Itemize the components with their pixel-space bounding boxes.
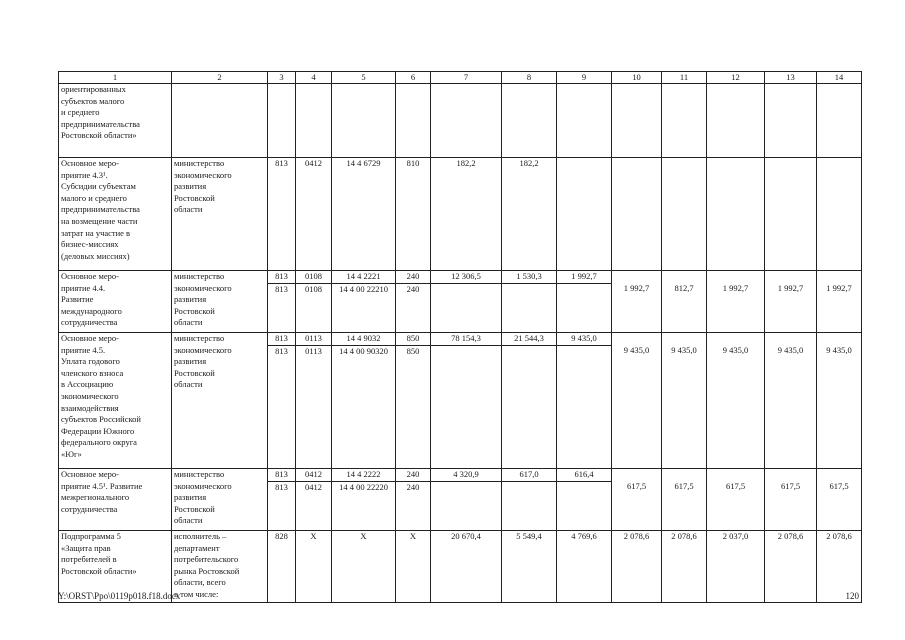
budget-code: 14 4 2222 <box>332 469 395 482</box>
year-value-cell <box>612 333 662 469</box>
measure-name-cell: Основное меро- приятие 4.3¹. Субсидии субъектам малого и среднего предпринимательства на возмещение части затрат на участие в бизнес-миссиях (деловых миссиях) <box>59 158 172 271</box>
table-row <box>59 84 862 158</box>
year-value-cell <box>765 469 817 531</box>
column-number: 8 <box>502 72 557 84</box>
budget-code-cell <box>332 333 396 469</box>
budget-code: 0108 <box>305 283 322 294</box>
budget-code-cell <box>396 84 431 158</box>
budget-code: 813 <box>268 333 295 346</box>
total-value-cell <box>557 84 612 158</box>
budget-code: 14 4 00 22210 <box>339 283 388 294</box>
year-value-cell <box>817 271 862 333</box>
budget-code: 240 <box>396 469 430 482</box>
year-value: 9 435,0 <box>722 345 749 355</box>
row-spacer <box>819 333 859 345</box>
total-value: 20 670,4 <box>451 531 481 541</box>
total-value: 616,4 <box>557 469 611 482</box>
budget-table <box>58 71 862 603</box>
year-value-cell <box>765 333 817 469</box>
year-value-cell <box>662 84 707 158</box>
total-value: 1 992,7 <box>557 271 611 284</box>
total-value-cell <box>557 158 612 271</box>
budget-code-cell <box>332 84 396 158</box>
year-value: 2 078,6 <box>623 531 650 541</box>
year-value: 617,5 <box>829 481 849 491</box>
year-value-cell <box>707 271 765 333</box>
measure-name-cell: Основное меро- приятие 4.5¹. Развитие межрегионального сотрудничества <box>59 469 172 531</box>
column-number: 2 <box>172 72 268 84</box>
column-number: 6 <box>396 72 431 84</box>
budget-code: 813 <box>268 469 295 482</box>
budget-code: Х <box>310 531 317 541</box>
page-number: 120 <box>845 591 859 601</box>
year-value: 617,5 <box>674 481 694 491</box>
year-value: 9 435,0 <box>671 345 697 355</box>
year-value-cell <box>662 333 707 469</box>
budget-code-cell <box>332 158 396 271</box>
year-value: 1 992,7 <box>826 283 852 293</box>
total-value-cell <box>557 531 612 603</box>
year-value: 617,5 <box>780 481 801 491</box>
total-value: 5 549,4 <box>516 531 542 541</box>
measure-name-cell: Подпрограмма 5 «Защита прав потребителей в Ростовской области» <box>59 531 172 603</box>
year-value-cell <box>662 469 707 531</box>
total-value-cell <box>431 333 502 469</box>
budget-code-cell <box>396 158 431 271</box>
row-spacer <box>709 271 762 283</box>
total-value-cell <box>502 333 557 469</box>
year-value-cell <box>817 158 862 271</box>
executor-cell: министерство экономического развития Ростовской области <box>172 469 268 531</box>
total-value-cell <box>502 271 557 333</box>
year-value: 9 435,0 <box>826 345 852 355</box>
budget-code-cell <box>332 271 396 333</box>
total-value-cell <box>431 469 502 531</box>
row-spacer <box>767 469 814 481</box>
budget-code-cell <box>268 469 296 531</box>
year-value-cell <box>662 271 707 333</box>
row-spacer <box>767 333 814 345</box>
total-value-cell <box>431 158 502 271</box>
budget-code: 14 4 2221 <box>332 271 395 284</box>
column-number: 1 <box>59 72 172 84</box>
total-value-cell <box>502 531 557 603</box>
total-value-cell <box>502 158 557 271</box>
budget-code: 240 <box>406 481 420 492</box>
budget-code-cell <box>268 531 296 603</box>
year-value: 2 078,6 <box>777 531 804 541</box>
column-number: 7 <box>431 72 502 84</box>
year-value: 9 435,0 <box>777 345 804 355</box>
column-number: 13 <box>765 72 817 84</box>
budget-code: Х <box>409 531 417 541</box>
column-number: 10 <box>612 72 662 84</box>
budget-code-cell <box>268 333 296 469</box>
total-value: 9 435,0 <box>557 333 611 346</box>
budget-code-cell <box>268 158 296 271</box>
budget-code: 14 4 00 22220 <box>339 481 388 492</box>
column-number: 12 <box>707 72 765 84</box>
total-value-cell <box>502 469 557 531</box>
executor-cell: министерство экономического развития Ростовской области <box>172 333 268 469</box>
total-value-cell <box>431 84 502 158</box>
executor-cell: исполнитель – департамент потребительского рынка Ростовской области, всего в том числе: <box>172 531 268 603</box>
year-value: 617,5 <box>626 481 647 491</box>
column-number: 4 <box>296 72 332 84</box>
row-spacer <box>664 469 704 481</box>
year-value-cell <box>817 84 862 158</box>
table-row <box>59 158 862 271</box>
year-value-cell <box>707 469 765 531</box>
budget-code-cell <box>268 84 296 158</box>
column-number-row <box>59 72 862 84</box>
total-value: 78 154,3 <box>431 333 501 346</box>
executor-cell <box>172 84 268 158</box>
total-value: 21 544,3 <box>502 333 556 346</box>
budget-code: 0412 <box>296 469 331 482</box>
budget-code: 813 <box>275 481 288 492</box>
total-value-cell <box>502 84 557 158</box>
measure-name-cell: Основное меро- приятие 4.5. Уплата годового членского взноса в Ассоциацию экономического взаимодействия субъектов Российской Федерации Южного федерального округа «Юг» <box>59 333 172 469</box>
year-value: 2 078,6 <box>671 531 697 541</box>
budget-code-cell <box>296 84 332 158</box>
budget-code-cell <box>332 469 396 531</box>
budget-code-cell <box>396 531 431 603</box>
row-spacer <box>709 469 762 481</box>
document-path: Y:\ORST\Ppo\0119p018.f18.docx <box>58 591 181 601</box>
budget-code-cell <box>296 469 332 531</box>
budget-code-cell <box>332 531 396 603</box>
year-value: 617,5 <box>725 481 746 491</box>
year-value-cell <box>612 531 662 603</box>
budget-code: 0412 <box>305 158 322 168</box>
budget-code: 240 <box>406 283 420 294</box>
budget-code: 813 <box>275 283 288 294</box>
column-number: 5 <box>332 72 396 84</box>
budget-code: Х <box>360 531 367 541</box>
measure-name-cell: Основное меро- приятие 4.4. Развитие международного сотрудничества <box>59 271 172 333</box>
total-value: 4 769,6 <box>571 531 597 541</box>
year-value-cell <box>817 333 862 469</box>
year-value-cell <box>707 84 765 158</box>
budget-code-cell <box>296 333 332 469</box>
total-value-cell <box>557 271 612 333</box>
year-value-cell <box>817 469 862 531</box>
budget-code: 850 <box>396 333 430 346</box>
budget-code: 14 4 6729 <box>346 158 381 168</box>
executor-cell: министерство экономического развития Ростовской области <box>172 271 268 333</box>
budget-code: 14 4 9032 <box>332 333 395 346</box>
year-value: 1 992,7 <box>722 283 749 293</box>
budget-code-cell <box>396 333 431 469</box>
executor-cell: министерство экономического развития Ростовской области <box>172 158 268 271</box>
year-value-cell <box>765 158 817 271</box>
budget-code: 0113 <box>305 345 322 356</box>
year-value-cell <box>612 84 662 158</box>
budget-code-cell <box>268 271 296 333</box>
budget-code: 810 <box>406 158 420 168</box>
total-value: 617,0 <box>502 469 556 482</box>
budget-code-cell <box>296 531 332 603</box>
year-value-cell <box>612 158 662 271</box>
budget-code: 240 <box>396 271 430 284</box>
budget-code-cell <box>296 271 332 333</box>
budget-code: 813 <box>275 158 288 168</box>
total-value: 1 530,3 <box>502 271 556 284</box>
year-value-cell <box>765 531 817 603</box>
year-value-cell <box>612 469 662 531</box>
table-row <box>59 469 862 531</box>
budget-table-page <box>58 71 861 603</box>
column-number: 9 <box>557 72 612 84</box>
measure-name-cell: ориентированных субъектов малого и среднего предпринимательства Ростовской области» <box>59 84 172 158</box>
total-value-cell <box>557 469 612 531</box>
year-value-cell <box>707 158 765 271</box>
total-value: 182,2 <box>456 158 476 168</box>
year-value-cell <box>707 531 765 603</box>
budget-code: 813 <box>268 271 295 284</box>
row-spacer <box>614 333 659 345</box>
year-value-cell <box>662 158 707 271</box>
total-value: 12 306,5 <box>431 271 501 284</box>
year-value-cell <box>765 271 817 333</box>
row-spacer <box>819 469 859 481</box>
year-value-cell <box>765 84 817 158</box>
table-row <box>59 333 862 469</box>
budget-code: 0412 <box>305 481 322 492</box>
year-value-cell <box>707 333 765 469</box>
year-value: 1 992,7 <box>623 283 650 293</box>
year-value-cell <box>662 531 707 603</box>
budget-code: 14 4 00 90320 <box>339 345 388 356</box>
budget-code: 0108 <box>296 271 331 284</box>
row-spacer <box>664 271 704 283</box>
column-number: 14 <box>817 72 862 84</box>
table-row <box>59 271 862 333</box>
row-spacer <box>614 271 659 283</box>
budget-code-cell <box>296 158 332 271</box>
year-value: 9 435,0 <box>623 345 650 355</box>
budget-code-cell <box>396 469 431 531</box>
year-value: 812,7 <box>674 283 694 293</box>
budget-code-cell <box>396 271 431 333</box>
column-number: 3 <box>268 72 296 84</box>
row-spacer <box>819 271 859 283</box>
year-value: 1 992,7 <box>777 283 804 293</box>
total-value-cell <box>431 271 502 333</box>
total-value-cell <box>431 531 502 603</box>
budget-code: 813 <box>275 345 288 356</box>
year-value: 2 037,0 <box>722 531 749 541</box>
row-spacer <box>664 333 704 345</box>
column-number: 11 <box>662 72 707 84</box>
total-value-cell <box>557 333 612 469</box>
year-value: 2 078,6 <box>826 531 852 541</box>
total-value: 182,2 <box>519 158 539 168</box>
row-spacer <box>614 469 659 481</box>
budget-code: 828 <box>275 531 288 541</box>
budget-code: 850 <box>406 345 420 356</box>
total-value: 4 320,9 <box>431 469 501 482</box>
row-spacer <box>767 271 814 283</box>
row-spacer <box>709 333 762 345</box>
budget-code: 0113 <box>296 333 331 346</box>
year-value-cell <box>612 271 662 333</box>
